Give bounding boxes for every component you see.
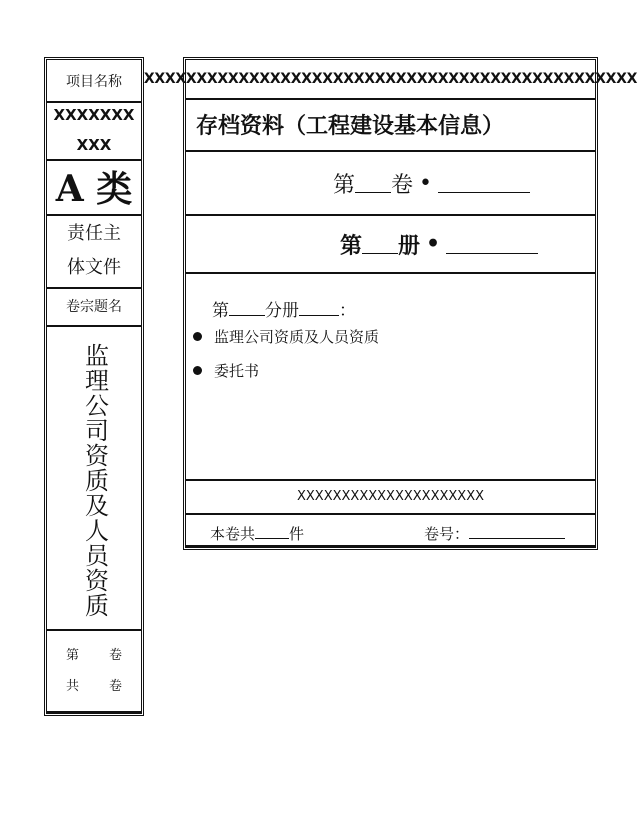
cover-title: 存档资料（工程建设基本信息） (186, 98, 595, 152)
contents-section (186, 274, 595, 481)
subvolume-name-blank[interactable] (299, 297, 339, 316)
volume-word: 卷 (391, 172, 414, 198)
volume-name-blank[interactable] (438, 174, 530, 193)
total-label: 本卷共 (210, 525, 256, 543)
book-dot: • (426, 231, 441, 257)
volume-line (186, 152, 595, 216)
total-items (210, 520, 304, 544)
header-code: XXXXXXXXXXXXXXXXXXXXXXXXXXXXXXXXXXXXXXXXXXXXXXX (186, 60, 595, 100)
volume-count-cell (47, 631, 141, 713)
book-prefix: 第 (340, 232, 363, 259)
book-word: 册 (398, 232, 421, 259)
bullet-icon (193, 332, 202, 341)
vol-gong: 共 (66, 679, 80, 694)
category-label: A 类 (47, 159, 141, 216)
total-unit: 件 (289, 525, 305, 543)
subvolume-line (212, 296, 356, 321)
volume-title: 监理公司资质及人员资质 (80, 343, 109, 618)
responsibility-line2: 体文件 (67, 256, 121, 278)
vol-juan2: 卷 (108, 679, 122, 694)
bullet-icon (193, 366, 202, 375)
subvolume-word: 分册 (265, 301, 299, 321)
footer-code: XXXXXXXXXXXXXXXXXXXXX (186, 479, 595, 515)
footer-row (186, 513, 595, 547)
subvolume-number-blank[interactable] (229, 297, 265, 316)
archive-cover-box (143, 57, 638, 550)
list-item-text: 委托书 (214, 362, 260, 380)
total-row (66, 671, 122, 702)
list-item (193, 360, 259, 381)
volume-no-blank[interactable] (469, 520, 565, 539)
subvolume-prefix: 第 (212, 301, 229, 321)
volume-prefix: 第 (333, 172, 356, 198)
total-count-blank[interactable] (255, 520, 289, 539)
list-item (193, 326, 379, 347)
vol-juan: 卷 (108, 648, 122, 663)
volume-row (66, 640, 122, 671)
list-item-text: 监理公司资质及人员资质 (214, 328, 380, 346)
book-number-blank[interactable] (362, 235, 398, 254)
responsibility-line1: 责任主 (67, 222, 121, 244)
project-name-label: 项目名称 (47, 60, 141, 103)
book-name-blank[interactable] (446, 235, 538, 254)
project-name-value (47, 101, 141, 161)
vol-di: 第 (66, 648, 80, 663)
volume-title-cell (47, 325, 141, 631)
responsibility-label (47, 214, 141, 289)
volume-number-blank[interactable] (355, 174, 391, 193)
volume-no-label: 卷号： (424, 525, 470, 543)
spine-label (44, 57, 144, 716)
project-name-line2: XXX (76, 136, 112, 154)
volume-number (424, 520, 565, 544)
volume-dot: • (419, 170, 433, 196)
volume-title-label: 卷宗题名 (47, 287, 141, 327)
subvolume-colon: ： (339, 301, 356, 321)
project-name-line1: XXXXXXX (53, 106, 135, 124)
book-line (186, 216, 595, 274)
